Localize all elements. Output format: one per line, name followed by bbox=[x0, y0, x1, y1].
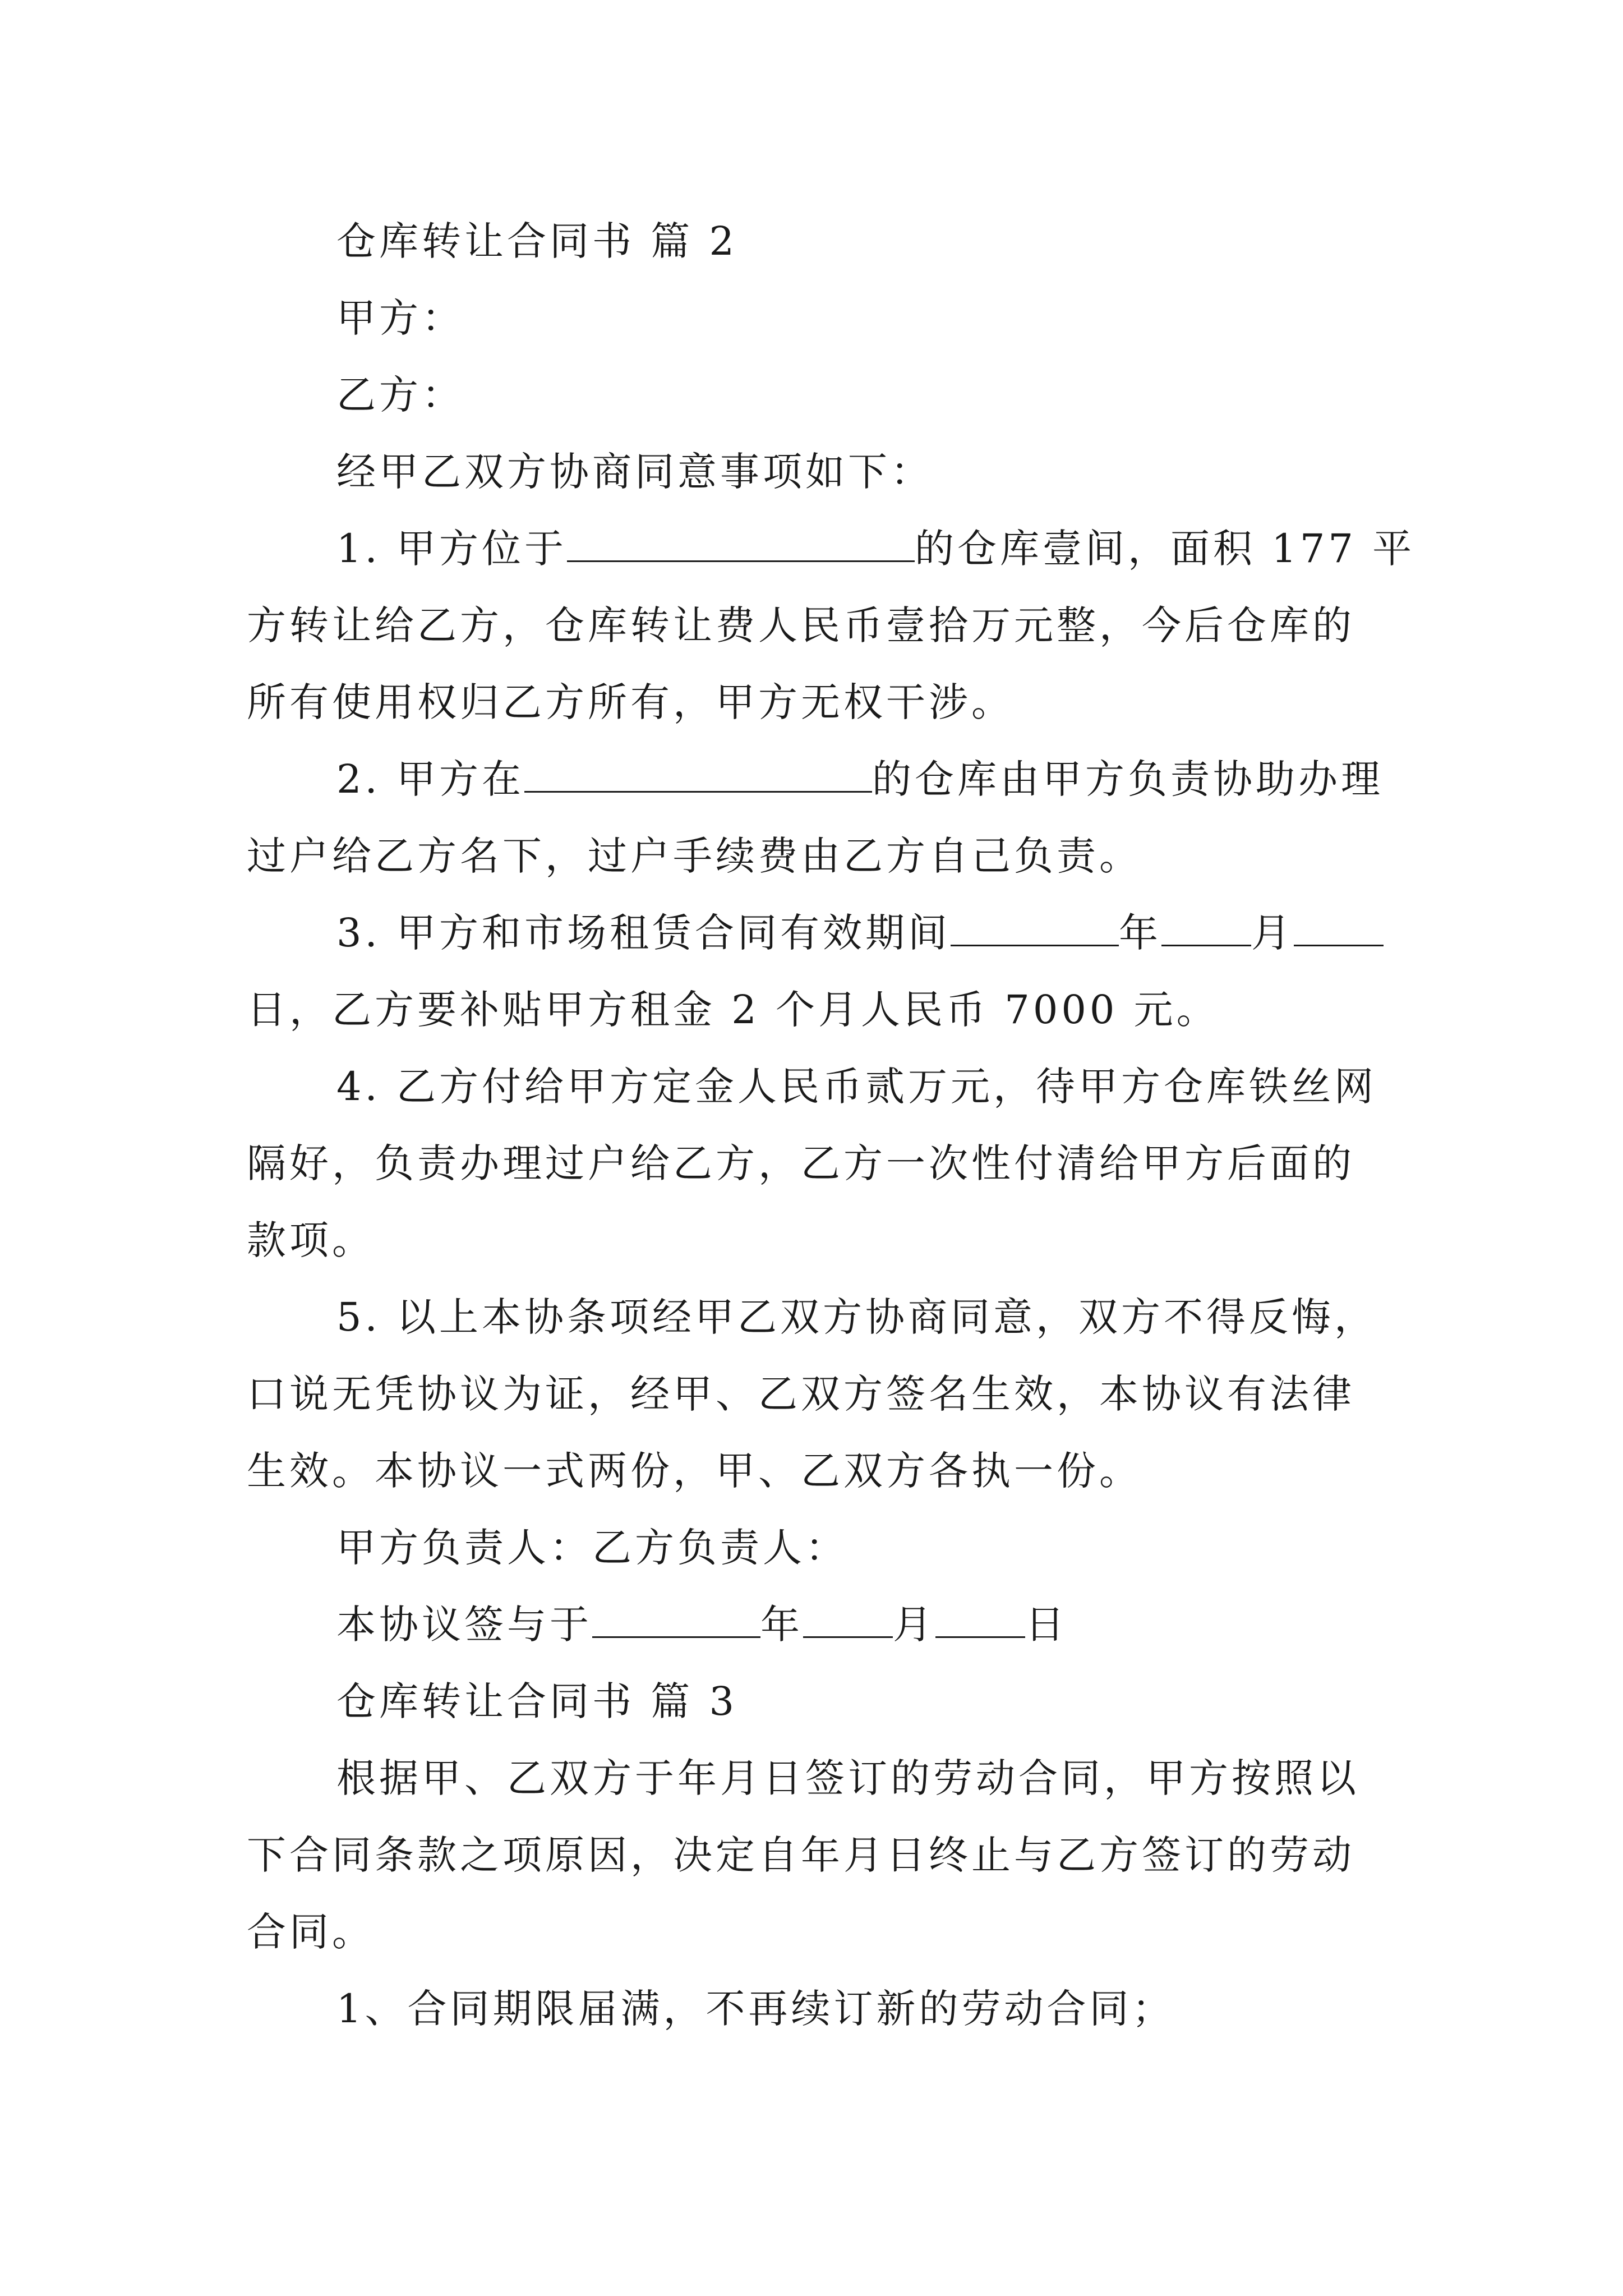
item-2-prefix: 2. 甲方在 bbox=[336, 756, 525, 802]
item-3-line-1 bbox=[336, 908, 1384, 958]
signers-line: 甲方负责人：乙方负责人： bbox=[336, 1525, 848, 1571]
sign-date-line bbox=[336, 1599, 1068, 1650]
item-5-line-1: 5. 以上本协条项经甲乙双方协商同意，双方不得反悔， bbox=[336, 1294, 1377, 1340]
item-3-line-2: 日，乙方要补贴甲方租金 2 个月人民币 7000 元。 bbox=[247, 987, 1219, 1033]
sign-year-label: 年 bbox=[760, 1602, 803, 1648]
party-b-label: 乙方： bbox=[336, 372, 464, 418]
para-3-line-2: 下合同条款之项原因，决定自年月日终止与乙方签订的劳动 bbox=[247, 1832, 1355, 1878]
item-1-line-2: 方转让给乙方，仓库转让费人民币壹拾万元整，今后仓库的 bbox=[247, 602, 1355, 648]
location-blank bbox=[567, 526, 915, 562]
item-1-line-1 bbox=[336, 523, 1415, 574]
item-5-line-2: 口说无凭协议为证，经甲、乙双方签名生效，本协议有法律 bbox=[247, 1371, 1355, 1417]
sign-day-label: 日 bbox=[1025, 1602, 1068, 1648]
item-4-line-1: 4. 乙方付给甲方定金人民币贰万元，待甲方仓库铁丝网 bbox=[336, 1064, 1377, 1110]
sign-month-blank bbox=[803, 1602, 893, 1638]
sign-date-prefix: 本协议签与于 bbox=[336, 1602, 592, 1648]
year-blank bbox=[951, 910, 1119, 946]
item-1-prefix: 1. 甲方位于 bbox=[336, 526, 568, 572]
item-5-line-3: 生效。本协议一式两份，甲、乙双方各执一份。 bbox=[247, 1448, 1142, 1494]
day-blank bbox=[1294, 910, 1384, 946]
item-4-line-2: 隔好，负责办理过户给乙方，乙方一次性付清给甲方后面的 bbox=[247, 1140, 1355, 1186]
para-3-line-1: 根据甲、乙双方于年月日签订的劳动合同，甲方按照以 bbox=[336, 1755, 1359, 1801]
warehouse-location-blank bbox=[524, 756, 872, 793]
item-2-line-2: 过户给乙方名下，过户手续费由乙方自己负责。 bbox=[247, 833, 1142, 879]
intro-paragraph: 经甲乙双方协商同意事项如下： bbox=[336, 449, 933, 495]
clause-1: 1、合同期限届满，不再续订新的劳动合同； bbox=[336, 1986, 1175, 2032]
year-label: 年 bbox=[1119, 910, 1162, 956]
sign-year-blank bbox=[592, 1602, 760, 1638]
section-heading-3: 仓库转让合同书 篇 3 bbox=[336, 1678, 738, 1724]
item-2-suffix: 的仓库由甲方负责协助办理 bbox=[872, 756, 1384, 802]
item-1-line-3: 所有使用权归乙方所有，甲方无权干涉。 bbox=[247, 679, 1014, 725]
item-4-line-3: 款项。 bbox=[247, 1217, 375, 1263]
para-3-line-3: 合同。 bbox=[247, 1909, 375, 1955]
sign-month-label: 月 bbox=[893, 1602, 935, 1648]
party-a-label: 甲方： bbox=[336, 295, 464, 341]
month-blank bbox=[1161, 910, 1251, 946]
item-2-line-1 bbox=[336, 754, 1384, 804]
month-label: 月 bbox=[1251, 910, 1294, 956]
sign-day-blank bbox=[935, 1602, 1025, 1638]
section-heading-2: 仓库转让合同书 篇 2 bbox=[336, 218, 738, 264]
item-3-prefix: 3. 甲方和市场租赁合同有效期间 bbox=[336, 910, 951, 956]
item-1-suffix: 的仓库壹间，面积 177 平 bbox=[915, 526, 1415, 572]
